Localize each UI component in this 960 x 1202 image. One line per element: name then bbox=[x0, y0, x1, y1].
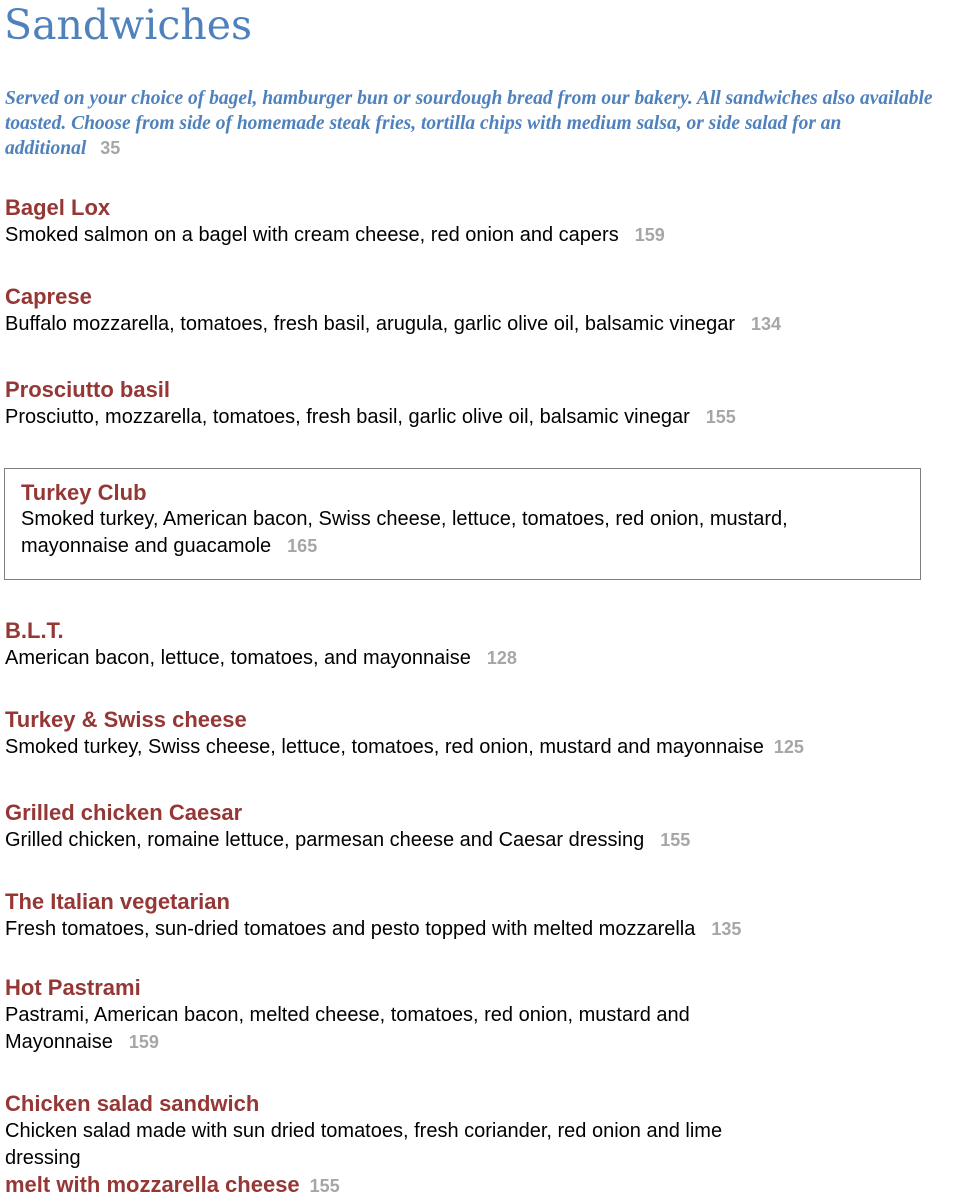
menu-item-hot-pastrami bbox=[5, 974, 805, 1056]
item-price: 155 bbox=[705, 407, 736, 427]
menu-item-caprese bbox=[5, 283, 945, 338]
item-name: B.L.T. bbox=[5, 618, 64, 643]
item-name: Prosciutto basil bbox=[5, 377, 171, 402]
item-price: 155 bbox=[309, 1176, 340, 1196]
intro-description: Served on your choice of bagel, hamburger bun or sourdough bread from our bakery. All sandwiches also available toasted. Choose from side of homemade steak fries, tortilla chips with medium salsa, or side salad for an additional bbox=[5, 88, 933, 159]
menu-item-prosciutto-basil bbox=[5, 376, 945, 431]
item-price: 155 bbox=[660, 830, 691, 850]
featured-item-box bbox=[4, 468, 921, 580]
item-description bbox=[5, 645, 945, 672]
item-description-text: Smoked turkey, Swiss cheese, lettuce, tomatoes, red onion, mustard and mayonnaise bbox=[5, 736, 764, 758]
item-name: Chicken salad sandwich bbox=[5, 1091, 260, 1116]
intro-text bbox=[5, 86, 957, 161]
page-title: Sandwiches bbox=[4, 1, 253, 49]
item-extra-option bbox=[5, 1172, 750, 1199]
item-description bbox=[21, 506, 881, 560]
item-price: 159 bbox=[128, 1032, 159, 1052]
item-price: 125 bbox=[773, 737, 804, 757]
item-name: The Italian vegetarian bbox=[5, 889, 230, 914]
item-description-text: Smoked turkey, American bacon, Swiss cheese, lettuce, tomatoes, red onion, mustard, mayonnaise and guacamole bbox=[21, 508, 788, 557]
item-extra-text: melt with mozzarella cheese bbox=[5, 1172, 300, 1197]
item-description-text: Prosciutto, mozzarella, tomatoes, fresh basil, garlic olive oil, balsamic vinegar bbox=[5, 406, 690, 428]
item-name: Bagel Lox bbox=[5, 195, 111, 220]
item-description bbox=[5, 827, 945, 854]
item-description-text: Pastrami, American bacon, melted cheese, tomatoes, red onion, mustard and Mayonnaise bbox=[5, 1004, 690, 1053]
menu-item-italian-vegetarian bbox=[5, 888, 945, 943]
item-price: 134 bbox=[750, 314, 782, 334]
item-description-text: Buffalo mozzarella, tomatoes, fresh basil, arugula, garlic olive oil, balsamic vinegar bbox=[5, 313, 735, 335]
side-price: 35 bbox=[100, 138, 121, 158]
menu-item-bagel-lox bbox=[5, 194, 945, 249]
item-price: 135 bbox=[711, 919, 742, 939]
menu-item-chicken-salad bbox=[5, 1090, 750, 1199]
menu-item-blt bbox=[5, 617, 945, 672]
item-price: 165 bbox=[287, 536, 318, 556]
item-name: Caprese bbox=[5, 284, 92, 309]
item-description bbox=[5, 734, 945, 761]
item-description bbox=[5, 222, 945, 249]
item-description-text: Smoked salmon on a bagel with cream cheese, red onion and capers bbox=[5, 224, 619, 246]
item-description bbox=[5, 916, 945, 943]
item-description bbox=[5, 311, 945, 338]
item-price: 159 bbox=[634, 225, 665, 245]
item-description-text: American bacon, lettuce, tomatoes, and mayonnaise bbox=[5, 647, 471, 669]
item-description-text: Grilled chicken, romaine lettuce, parmesan cheese and Caesar dressing bbox=[5, 829, 645, 851]
item-name: Grilled chicken Caesar bbox=[5, 800, 243, 825]
item-description bbox=[5, 1002, 805, 1056]
item-price: 128 bbox=[486, 648, 517, 668]
item-description: Chicken salad made with sun dried tomatoes, fresh coriander, red onion and lime dressing bbox=[5, 1120, 723, 1169]
menu-item-grilled-chicken-caesar bbox=[5, 799, 945, 854]
item-description bbox=[5, 404, 945, 431]
menu-item-turkey-swiss bbox=[5, 706, 945, 761]
item-description-text: Fresh tomatoes, sun-dried tomatoes and pesto topped with melted mozzarella bbox=[5, 918, 696, 940]
item-name: Turkey & Swiss cheese bbox=[5, 707, 247, 732]
item-name: Hot Pastrami bbox=[5, 975, 141, 1000]
item-name: Turkey Club bbox=[21, 480, 147, 505]
